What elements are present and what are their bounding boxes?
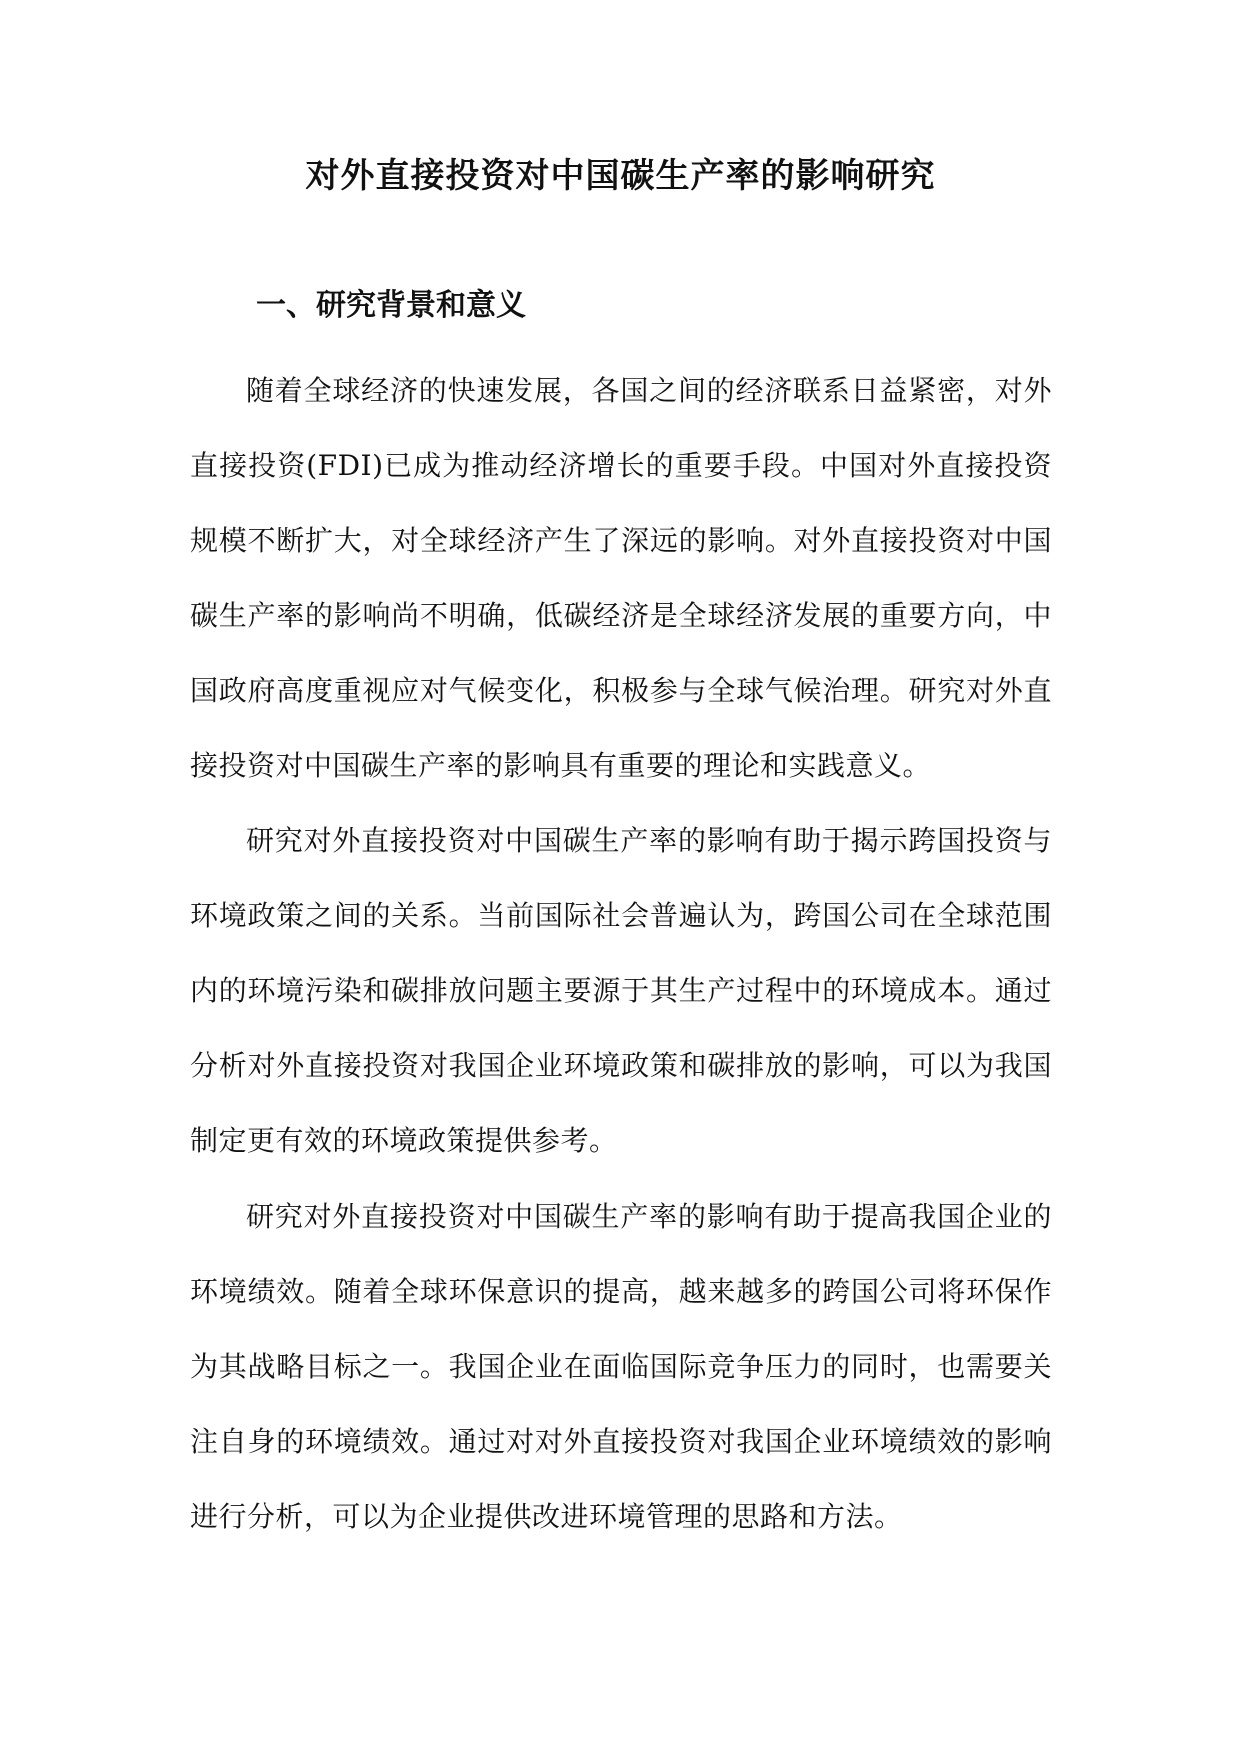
body-paragraph-3: 研究对外直接投资对中国碳生产率的影响有助于提高我国企业的环境绩效。随着全球环保意识的提高，越来越多的跨国公司将环保作为其战略目标之一。我国企业在面临国际竞争压力的同时，也需要关注自身的环境绩效。通过对对外直接投资对我国企业环境绩效的影响进行分析，可以为企业提供改进环境管理的思路和方法。: [190, 1200, 1052, 1533]
document-title: 对外直接投资对中国碳生产率的影响研究: [305, 156, 936, 196]
body-paragraph-1: 随着全球经济的快速发展，各国之间的经济联系日益紧密，对外直接投资(FDI)已成为推动经济增长的重要手段。中国对外直接投资规模不断扩大，对全球经济产生了深远的影响。对外直接投资对中国碳生产率的影响尚不明确，低碳经济是全球经济发展的重要方向，中国政府高度重视应对气候变化，积极参与全球气候治理。研究对外直接投资对中国碳生产率的影响具有重要的理论和实践意义。: [190, 374, 1052, 782]
section-heading: 一、研究背景和意义: [256, 288, 526, 323]
body-paragraph-2: 研究对外直接投资对中国碳生产率的影响有助于揭示跨国投资与环境政策之间的关系。当前国际社会普遍认为，跨国公司在全球范围内的环境污染和碳排放问题主要源于其生产过程中的环境成本。通过分析对外直接投资对我国企业环境政策和碳排放的影响，可以为我国制定更有效的环境政策提供参考。: [190, 824, 1052, 1157]
